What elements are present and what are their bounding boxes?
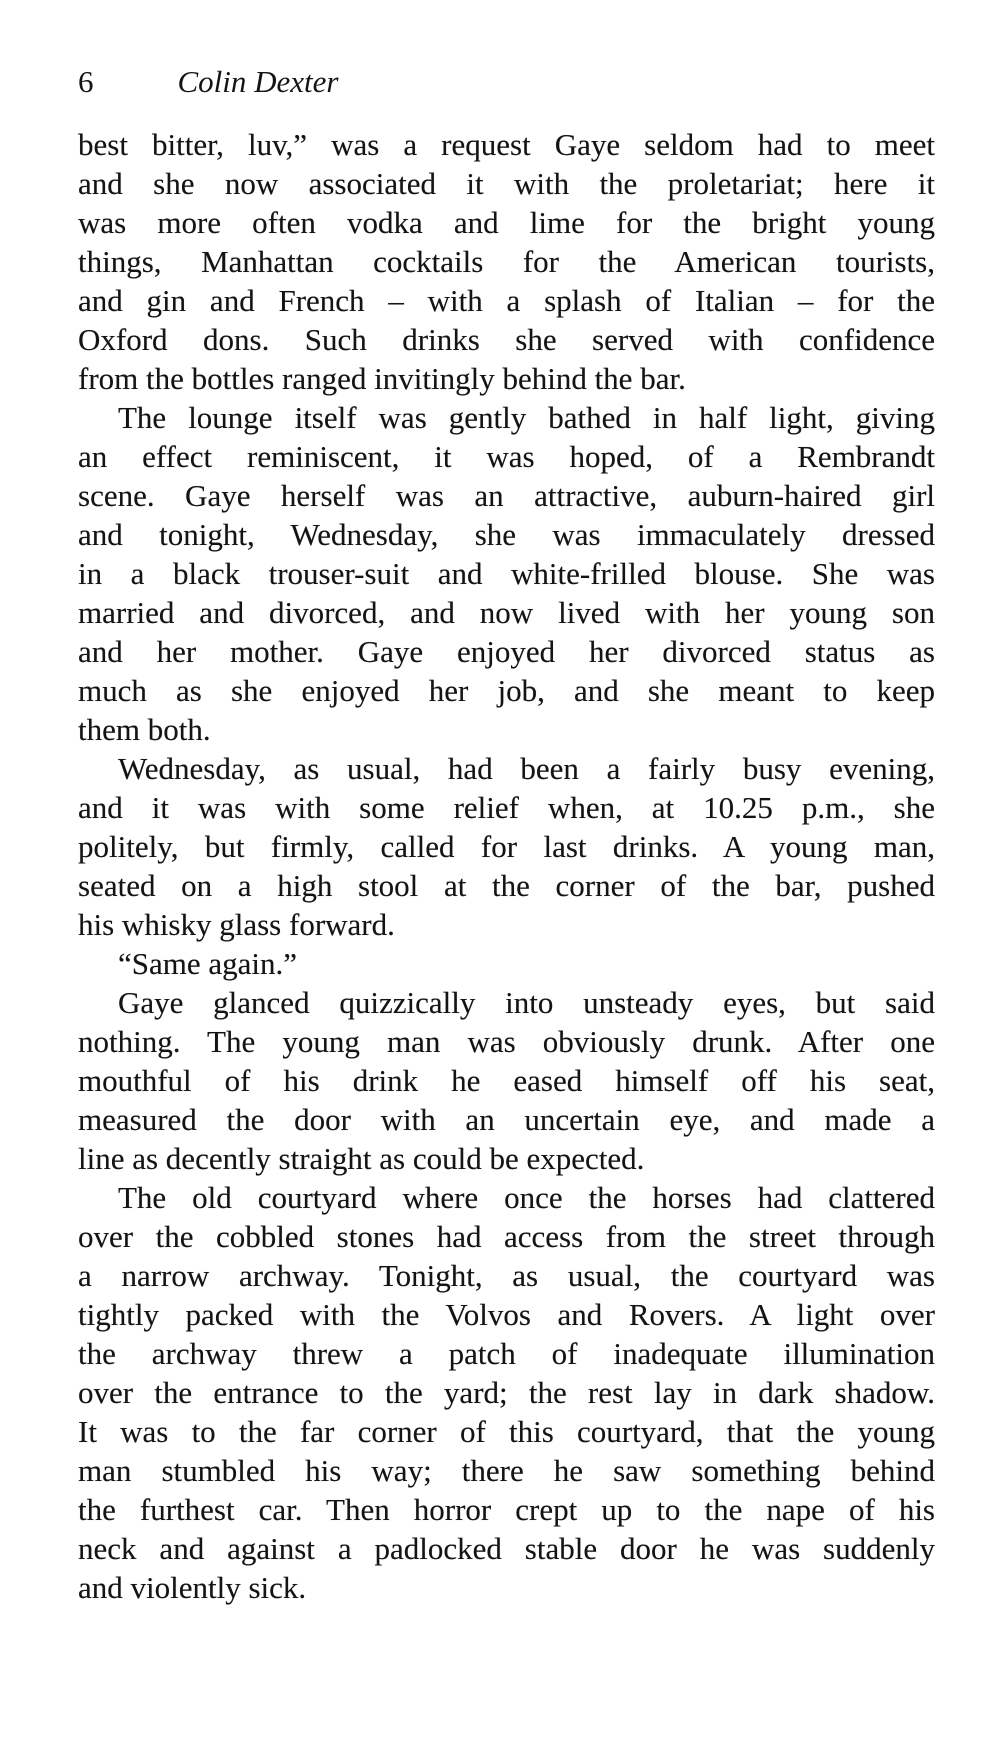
text-line: The old courtyard where once the horses had clattered (118, 1180, 935, 1215)
text-line: in a black trouser-suit and white-frilled blouse. She was (78, 556, 935, 591)
text-line: The lounge itself was gently bathed in half light, giving (118, 400, 935, 435)
text-line: a narrow archway. Tonight, as usual, the courtyard was (78, 1258, 935, 1293)
text-line: nothing. The young man was obviously drunk. After one (78, 1024, 935, 1059)
text-line: much as she enjoyed her job, and she meant to keep (78, 673, 935, 708)
text-line: Gaye glanced quizzically into unsteady eyes, but said (118, 985, 935, 1020)
text-line: line as decently straight as could be expected. (78, 1141, 645, 1176)
text-line: from the bottles ranged invitingly behind the bar. (78, 361, 686, 396)
text-line: things, Manhattan cocktails for the American tourists, (78, 244, 935, 279)
text-line: and tonight, Wednesday, she was immaculately dressed (78, 517, 935, 552)
text-line: Wednesday, as usual, had been a fairly busy evening, (118, 751, 935, 786)
text-line: politely, but firmly, called for last drinks. A young man, (78, 829, 935, 864)
text-line: them both. (78, 712, 211, 747)
text-line: his whisky glass forward. (78, 907, 395, 942)
text-line: mouthful of his drink he eased himself off his seat, (78, 1063, 935, 1098)
page-number: 6 (78, 64, 94, 99)
text-line: It was to the far corner of this courtyard, that the young (78, 1414, 935, 1449)
text-line: an effect reminiscent, it was hoped, of a Rembrandt (78, 439, 935, 474)
text-line: the furthest car. Then horror crept up to the nape of his (78, 1492, 935, 1527)
running-head-author: Colin Dexter (177, 64, 339, 99)
page-body (78, 125, 935, 1607)
text-line: and it was with some relief when, at 10.25 p.m., she (78, 790, 935, 825)
text-line: and violently sick. (78, 1570, 307, 1605)
text-line: Oxford dons. Such drinks she served with confidence (78, 322, 935, 357)
text-line: the archway threw a patch of inadequate illumination (78, 1336, 935, 1371)
text-line: and her mother. Gaye enjoyed her divorced status as (78, 634, 935, 669)
text-line: man stumbled his way; there he saw something behind (78, 1453, 935, 1488)
text-line: measured the door with an uncertain eye, and made a (78, 1102, 935, 1137)
text-line: was more often vodka and lime for the bright young (78, 205, 935, 240)
text-line: married and divorced, and now lived with her young son (78, 595, 935, 630)
text-line: over the cobbled stones had access from the street through (78, 1219, 935, 1254)
text-line: neck and against a padlocked stable door he was suddenly (78, 1531, 935, 1566)
text-line: and she now associated it with the proletariat; here it (78, 166, 935, 201)
text-line: and gin and French – with a splash of Italian – for the (78, 283, 935, 318)
text-line: seated on a high stool at the corner of the bar, pushed (78, 868, 935, 903)
text-line: scene. Gaye herself was an attractive, auburn-haired girl (78, 478, 935, 513)
text-line: tightly packed with the Volvos and Rovers. A light over (78, 1297, 935, 1332)
running-header (78, 66, 935, 97)
text-line: over the entrance to the yard; the rest lay in dark shadow. (78, 1375, 935, 1410)
text-line: “Same again.” (118, 946, 298, 981)
text-line: best bitter, luv,” was a request Gaye seldom had to meet (78, 127, 935, 162)
